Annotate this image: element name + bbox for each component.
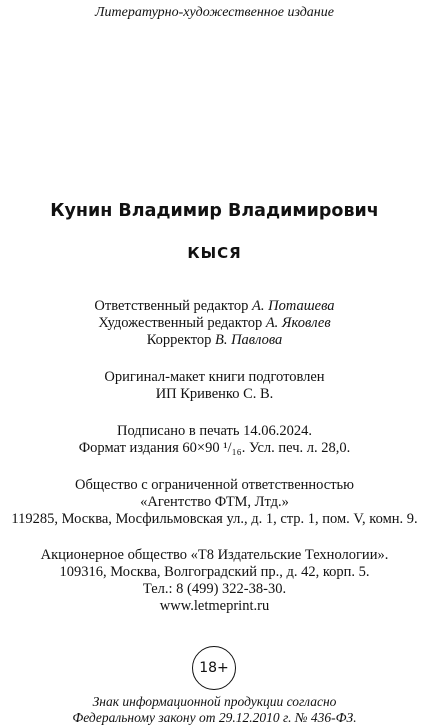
proofreader-name: В. Павлова bbox=[214, 332, 283, 348]
editor-name: А. Поташева bbox=[252, 298, 335, 314]
proofreader-line bbox=[0, 332, 429, 349]
layout-line-2: ИП Кривенко С. В. bbox=[155, 386, 274, 402]
editor-role: Ответственный редактор bbox=[94, 298, 252, 314]
art-editor-name: А. Яковлев bbox=[265, 315, 331, 331]
print-date: Подписано в печать 14.06.2024. bbox=[117, 423, 312, 439]
publisher-line-1: Общество с ограниченной ответственностью bbox=[75, 477, 354, 493]
printer-line-1: Акционерное общество «Т8 Издательские Технологии». bbox=[40, 547, 389, 563]
printer-website: www.letmeprint.ru bbox=[159, 598, 270, 614]
author-name: Кунин Владимир Владимирович bbox=[50, 201, 379, 221]
print-format: Формат издания 60×90 ¹/₁₆. Усл. печ. л. 28,0. bbox=[78, 440, 351, 456]
art-editor-role: Художественный редактор bbox=[98, 315, 266, 331]
printer-phone: Тел.: 8 (499) 322-38-30. bbox=[142, 581, 287, 597]
editor-line bbox=[0, 298, 429, 315]
layout-line-1: Оригинал-макет книги подготовлен bbox=[104, 369, 325, 385]
book-title: КЫСЯ bbox=[187, 244, 242, 262]
publisher-address: 119285, Москва, Мосфильмовская ул., д. 1, стр. 1, пом. V, комн. 9. bbox=[11, 511, 418, 527]
age-rating-badge: 18+ bbox=[192, 646, 236, 690]
footer-line-1: Знак информационной продукции согласно bbox=[92, 694, 337, 709]
edition-type: Литературно-художественное издание bbox=[95, 5, 334, 20]
proofreader-role: Корректор bbox=[146, 332, 215, 348]
art-editor-line bbox=[0, 315, 429, 332]
footer-line-2: Федеральному закону от 29.12.2010 г. № 436-ФЗ. bbox=[72, 710, 357, 725]
publisher-line-2: «Агентство ФТМ, Лтд.» bbox=[140, 494, 289, 510]
printer-address: 109316, Москва, Волгоградский пр., д. 42, корп. 5. bbox=[59, 564, 370, 580]
